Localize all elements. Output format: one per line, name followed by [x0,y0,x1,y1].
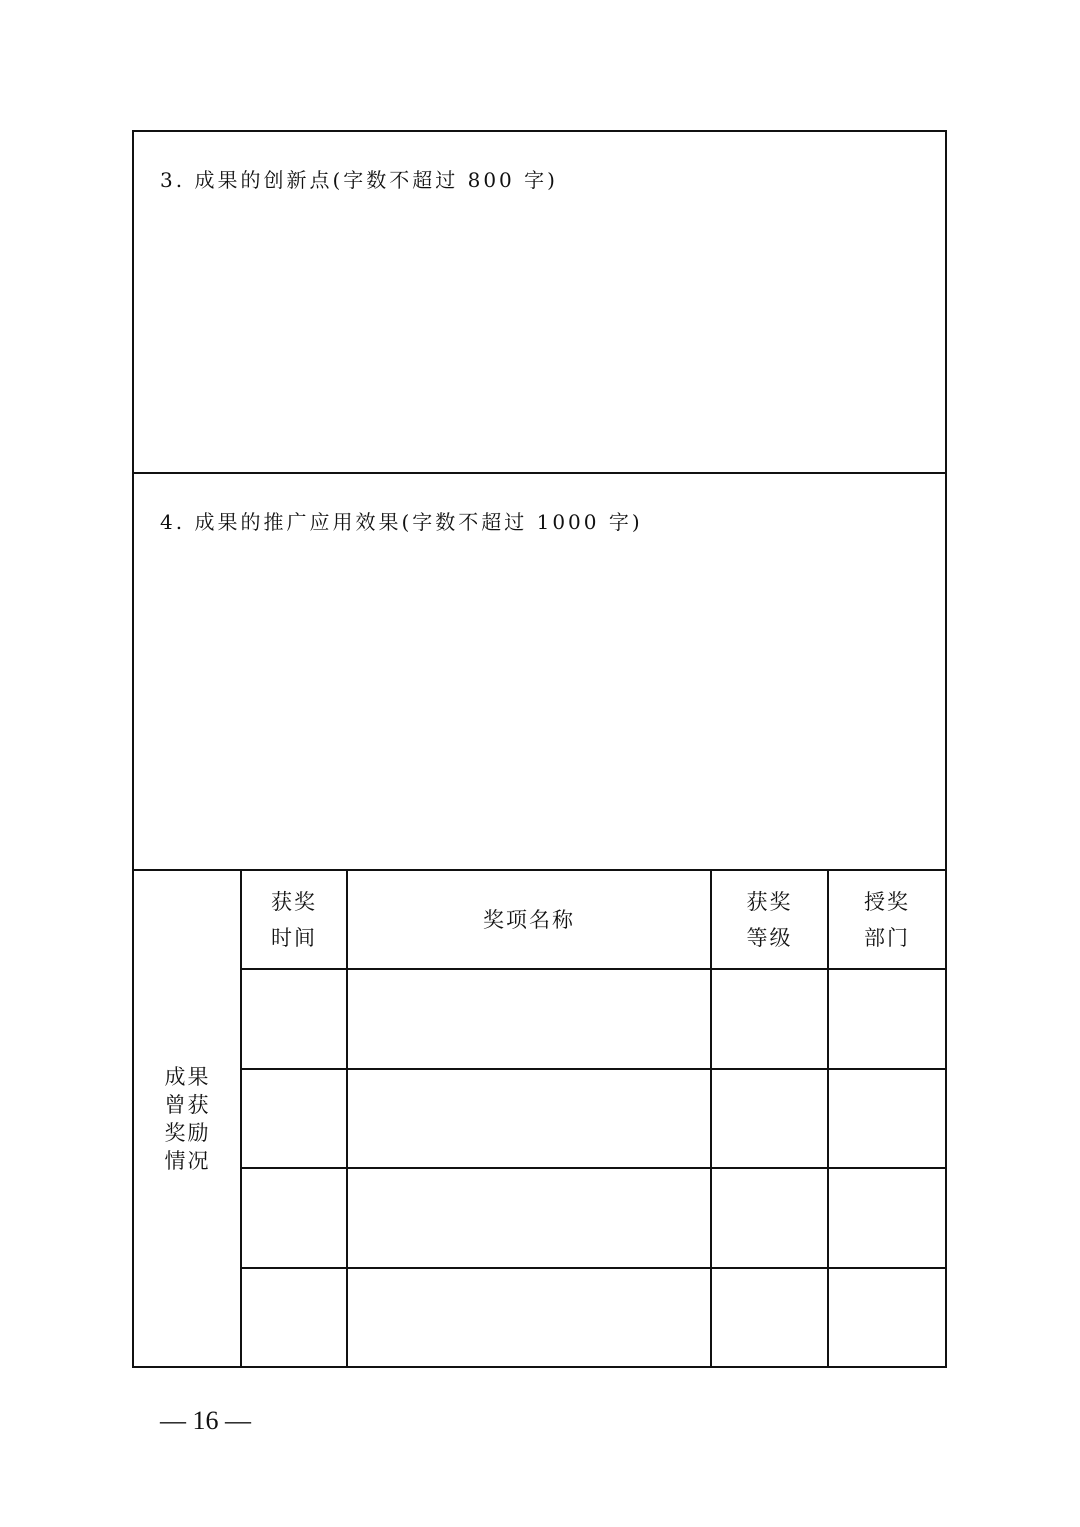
awards-side-label [134,871,241,1366]
section-application[interactable] [134,474,945,871]
award-row-4-name[interactable] [348,1269,710,1366]
award-row-4-department[interactable] [829,1269,945,1366]
header-award-time-text: 获奖时间 [271,889,317,950]
header-award-time [242,871,346,968]
section-application-title: 4. 成果的推广应用效果(字数不超过 1000 字) [160,510,643,534]
award-row-1-department[interactable] [829,970,945,1068]
award-row-4-time[interactable] [242,1269,346,1366]
header-award-name-text: 奖项名称 [483,907,575,932]
award-row-2-name[interactable] [348,1070,710,1167]
header-award-name [348,871,710,968]
award-row-1-level[interactable] [712,970,827,1068]
award-row-3-department[interactable] [829,1169,945,1267]
award-row-1-name[interactable] [348,970,710,1068]
award-row-2-department[interactable] [829,1070,945,1167]
awards-table [134,871,945,1366]
header-award-department [829,871,945,968]
award-row-4-level[interactable] [712,1269,827,1366]
header-award-level [712,871,827,968]
awards-side-label-text: 成果曾获奖励情况 [164,1064,211,1173]
section-innovation[interactable] [134,132,945,474]
award-row-3-time[interactable] [242,1169,346,1267]
section-innovation-title: 3. 成果的创新点(字数不超过 800 字) [160,168,558,192]
award-row-2-level[interactable] [712,1070,827,1167]
header-award-level-text: 获奖等级 [746,889,793,950]
award-row-3-name[interactable] [348,1169,710,1267]
page-number: — 16 — [160,1406,251,1435]
award-row-1-time[interactable] [242,970,346,1068]
award-row-2-time[interactable] [242,1070,346,1167]
header-award-department-text: 授奖部门 [864,889,910,950]
form-frame [132,130,947,1368]
award-row-3-level[interactable] [712,1169,827,1267]
